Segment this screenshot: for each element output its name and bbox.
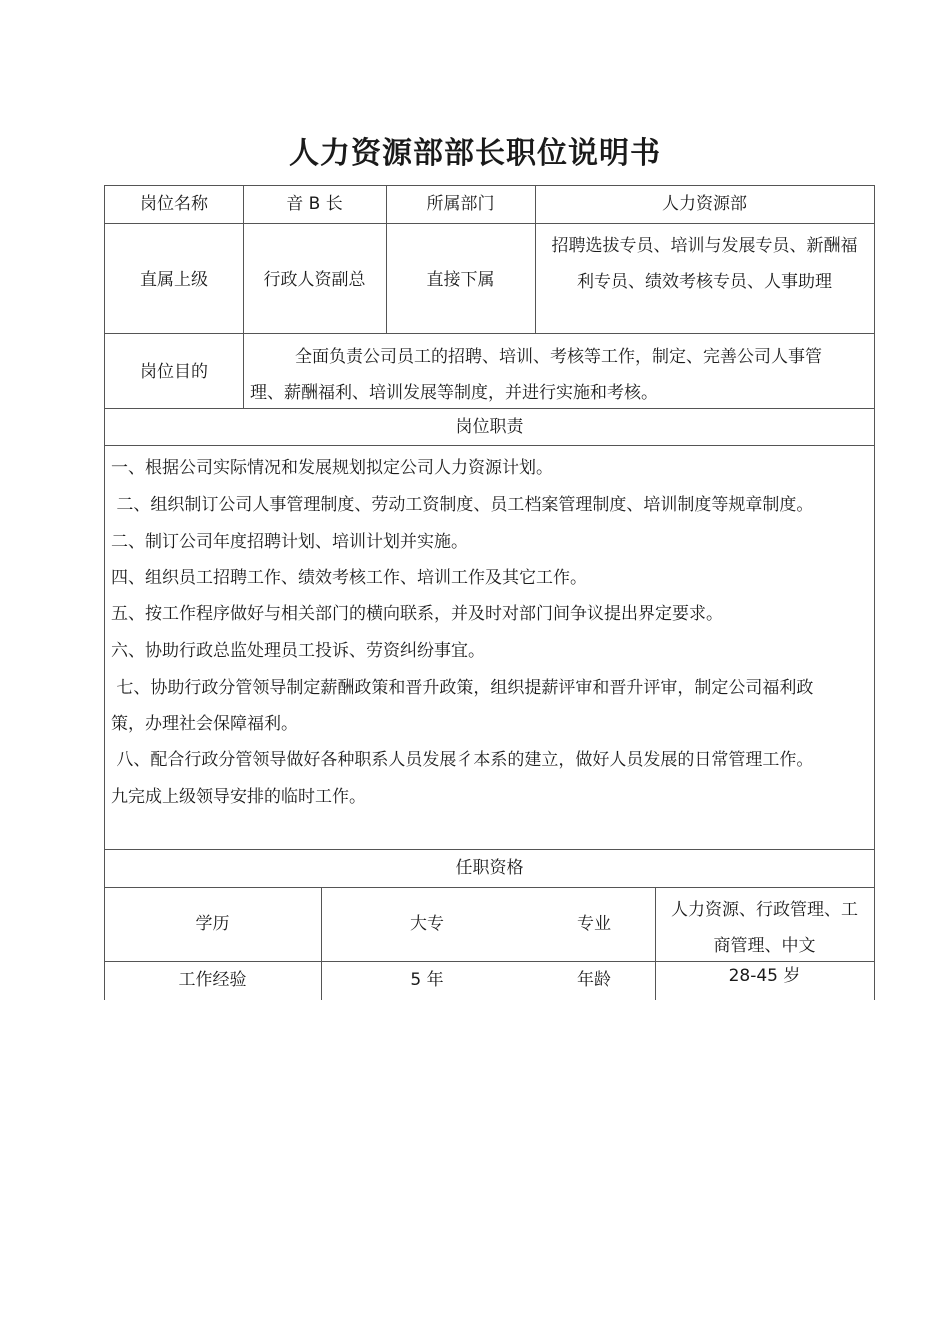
subordinate-label: 直接下属 (426, 270, 495, 290)
major-value-line: 人力资源、行政管理、工 (671, 900, 858, 920)
age-label: 年龄 (577, 970, 611, 990)
major-value-line: 商管理、中文 (713, 936, 816, 956)
position-name-label: 岗位名称 (140, 194, 208, 214)
duty-line: 六、协助行政总监处理员工投诉、劳资纠纷事宜。 (111, 641, 485, 661)
superior-value: 行政人资副总 (263, 270, 366, 290)
purpose-text-line: 全面负责公司员工的招聘、培训、考核等工作，制定、完善公司人事管 (295, 347, 822, 367)
department-label: 所属部门 (426, 194, 495, 214)
major-label: 专业 (577, 914, 611, 934)
duty-line: 七、协助行政分管领导制定薪酬政策和晋升政策，组织提薪评审和晋升评审，制定公司福利政 (111, 678, 814, 698)
department-value: 人力资源部 (662, 194, 747, 214)
qualifications-header: 任职资格 (455, 858, 524, 878)
experience-value: 5 年 (410, 970, 444, 990)
superior-label: 直属上级 (140, 270, 208, 290)
table-rule (104, 223, 875, 224)
education-value: 大专 (410, 914, 444, 934)
purpose-label: 岗位目的 (140, 362, 208, 382)
table-rule (104, 445, 875, 446)
document-title: 人力资源部部长职位说明书 (289, 136, 661, 171)
duties-header: 岗位职责 (455, 417, 524, 437)
duty-line: 八、配合行政分管领导做好各种职系人员发展彳本系的建立，做好人员发展的日常管理工作。 (111, 750, 814, 770)
table-rule (104, 333, 875, 334)
duty-line: 五、按工作程序做好与相关部门的横向联系，并及时对部门间争议提出界定要求。 (111, 604, 723, 624)
duty-line: 二、组织制订公司人事管理制度、劳动工资制度、员工档案管理制度、培训制度等规章制度。 (111, 495, 814, 515)
subordinate-value-line: 招聘选拔专员、培训与发展专员、新酬福 (551, 236, 858, 256)
table-rule (104, 887, 875, 888)
duty-line: 二、制订公司年度招聘计划、培训计划并实施。 (111, 532, 468, 552)
duty-line: 四、组织员工招聘工作、绩效考核工作、培训工作及其它工作。 (111, 568, 587, 588)
duty-line: 一、根据公司实际情况和发展规划拟定公司人力资源计划。 (111, 458, 553, 478)
experience-label: 工作经验 (178, 970, 247, 990)
education-label: 学历 (195, 914, 230, 934)
duty-line: 九完成上级领导安排的临时工作。 (111, 787, 366, 807)
position-name-value: 音 B 长 (286, 194, 343, 214)
duty-line: 策，办理社会保障福利。 (111, 714, 298, 734)
purpose-text-line: 理、薪酬福利、培训发展等制度，并进行实施和考核。 (250, 383, 658, 403)
subordinate-value-line: 利专员、绩效考核专员、人事助理 (577, 272, 832, 292)
age-value: 28-45 岁 (728, 966, 801, 986)
